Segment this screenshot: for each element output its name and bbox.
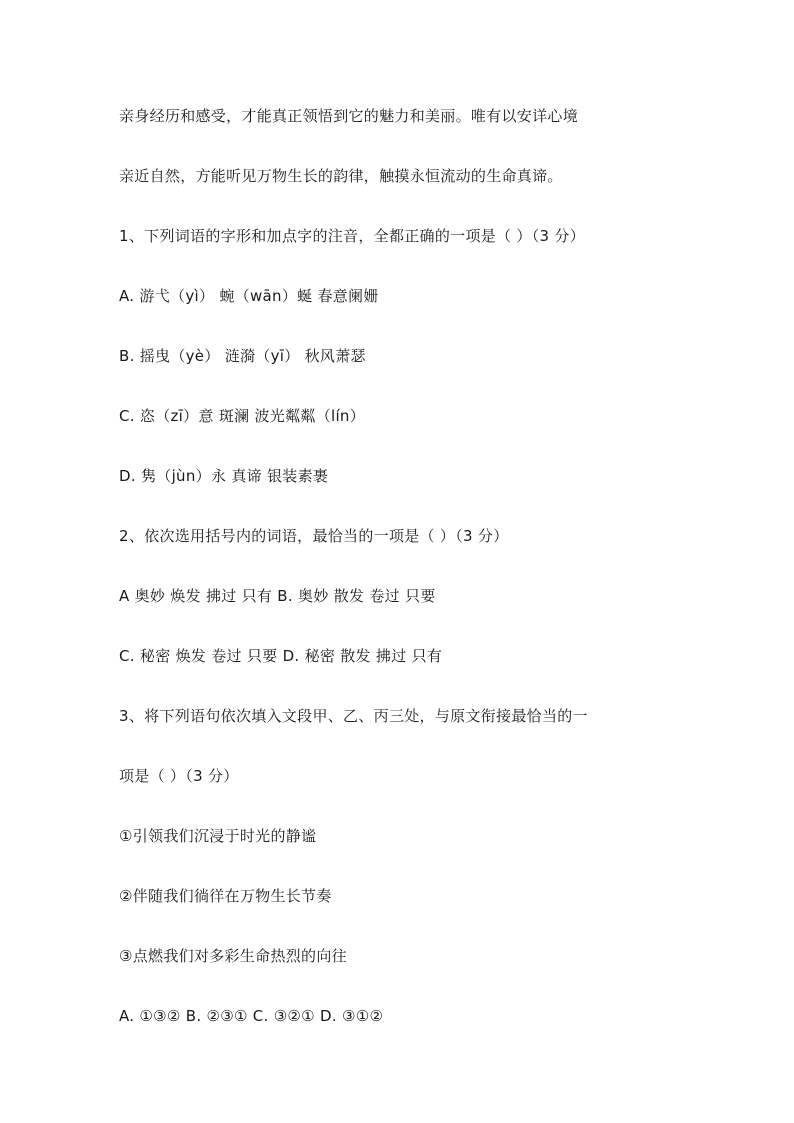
question-3-stem-line-2: 项是（ ）（3 分） <box>119 767 239 785</box>
question-1-option-d: D. 隽（jùn）永 真谛 银装素裹 <box>119 467 329 485</box>
question-2-options-cd: C. 秘密 焕发 卷过 只要 D. 秘密 散发 拂过 只有 <box>119 647 443 665</box>
question-1-stem: 1、下列词语的字形和加点字的注音，全都正确的一项是（ ）（3 分） <box>119 227 586 245</box>
question-1-option-b: B. 摇曳（yè） 涟漪（yī） 秋风萧瑟 <box>119 347 366 365</box>
question-3-sentence-1: ①引领我们沉浸于时光的静谧 <box>119 827 317 845</box>
question-1-option-a: A. 游弋（yì） 蜿（wān）蜒 春意阑姗 <box>119 287 379 305</box>
document-body <box>119 101 679 1031</box>
question-3-sentence-2: ②伴随我们徜徉在万物生长节奏 <box>119 887 332 905</box>
question-3-sentence-3: ③点燃我们对多彩生命热烈的向往 <box>119 947 347 965</box>
question-1-option-c: C. 恣（zī）意 斑澜 波光粼粼（lín） <box>119 407 366 425</box>
question-3-stem-line-1: 3、将下列语句依次填入文段甲、乙、丙三处，与原文衔接最恰当的一 <box>119 707 588 725</box>
passage-line-2: 亲近自然，方能听见万物生长的韵律，触摸永恒流动的生命真谛。 <box>119 167 563 185</box>
passage-line-1: 亲身经历和感受，才能真正领悟到它的魅力和美丽。唯有以安详心境 <box>119 107 579 125</box>
question-2-options-ab: A 奥妙 焕发 拂过 只有 B. 奥妙 散发 卷过 只要 <box>119 587 436 605</box>
question-3-options: A. ①③② B. ②③① C. ③②① D. ③①② <box>119 1007 384 1025</box>
question-2-stem: 2、依次选用括号内的词语，最恰当的一项是（ ）（3 分） <box>119 527 509 545</box>
